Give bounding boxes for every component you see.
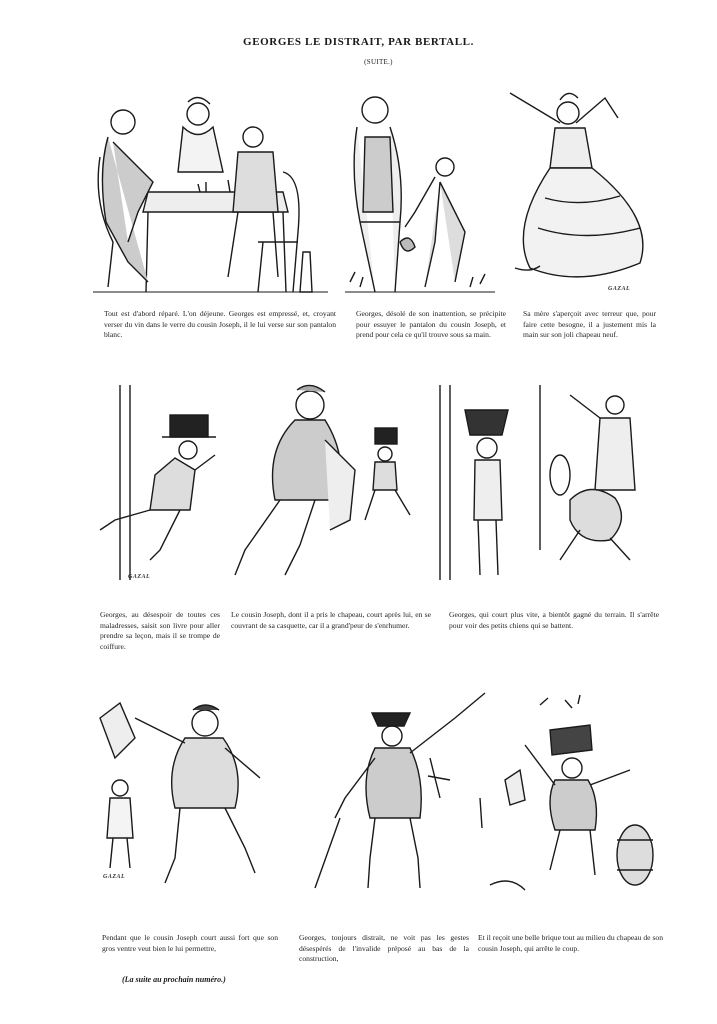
illustration-panel-1 — [88, 92, 333, 300]
illustration-cousin-running-cap — [95, 698, 275, 896]
artist-signature: GAZAL — [128, 574, 151, 580]
illustration-mother-alarmed — [500, 88, 660, 298]
illustration-panel-3 — [500, 88, 660, 298]
artist-signature: GAZAL — [103, 874, 126, 880]
illustration-boy-running-tophat — [90, 380, 225, 590]
caption-panel-2: Georges, désolé de son inattention, se précipite pour essuyer le pantalon du cousin Joseph, et prend pour cela ce qu'il trouve sous sa main. — [356, 309, 506, 339]
page-title: GEORGES LE DISTRAIT, PAR BERTALL. — [243, 36, 474, 48]
illustration-panel-5 — [225, 380, 420, 590]
caption-panel-7: Pendant que le cousin Joseph court aussi fort que son gros ventre veut bien le lui permettre, — [102, 933, 278, 953]
caption-panel-6: Georges, qui court plus vite, a bientôt gagné du terrain. Il s'arrête pour voir des petits chiens qui se battent. — [449, 610, 659, 630]
caption-panel-4: Georges, au désespoir de toutes ces maladresses, saisit son livre pour aller prendre sa leçon, mais il se trompe de coiffure. — [100, 610, 220, 651]
artist-signature: GAZAL — [608, 286, 631, 292]
caption-panel-3: Sa mère s'aperçoit avec terreur que, pour faire cette besogne, il a justement mis la main sur son joli chapeau neuf. — [523, 309, 656, 339]
caption-panel-5: Le cousin Joseph, dont il a pris le chapeau, court après lui, en se couvrant de sa casquette, car il a grand'peur de s'enrhumer. — [231, 610, 431, 630]
illustration-panel-4 — [90, 380, 225, 590]
continuation-note: (La suite au prochain numéro.) — [122, 975, 226, 984]
illustration-panel-7 — [95, 698, 275, 896]
illustration-panel-2 — [345, 92, 495, 300]
page-subtitle: (SUITE.) — [364, 58, 393, 66]
caption-panel-9: Et il reçoit une belle brique tout au milieu du chapeau de son cousin Joseph, qui arrête le coup. — [478, 933, 663, 953]
illustration-panel-9 — [480, 690, 660, 898]
illustration-panel-6 — [430, 380, 658, 590]
illustration-boy-walking — [300, 688, 495, 896]
caption-panel-8: Georges, toujours distrait, ne voit pas les gestes désespérés de l'invalide préposé au bas de la construction, — [299, 933, 469, 963]
illustration-wiping-trousers — [345, 92, 495, 300]
illustration-breakfast-table — [88, 92, 333, 300]
illustration-cousin-chasing — [225, 380, 420, 590]
illustration-dogs-fighting — [430, 380, 658, 590]
illustration-panel-8 — [300, 688, 495, 896]
illustration-brick-falls — [480, 690, 660, 898]
caption-panel-1: Tout est d'abord réparé. L'on déjeune. Georges est empressé, et, croyant verser du vin dans le verre du cousin Joseph, il le lui verse sur son pantalon blanc. — [104, 309, 336, 339]
